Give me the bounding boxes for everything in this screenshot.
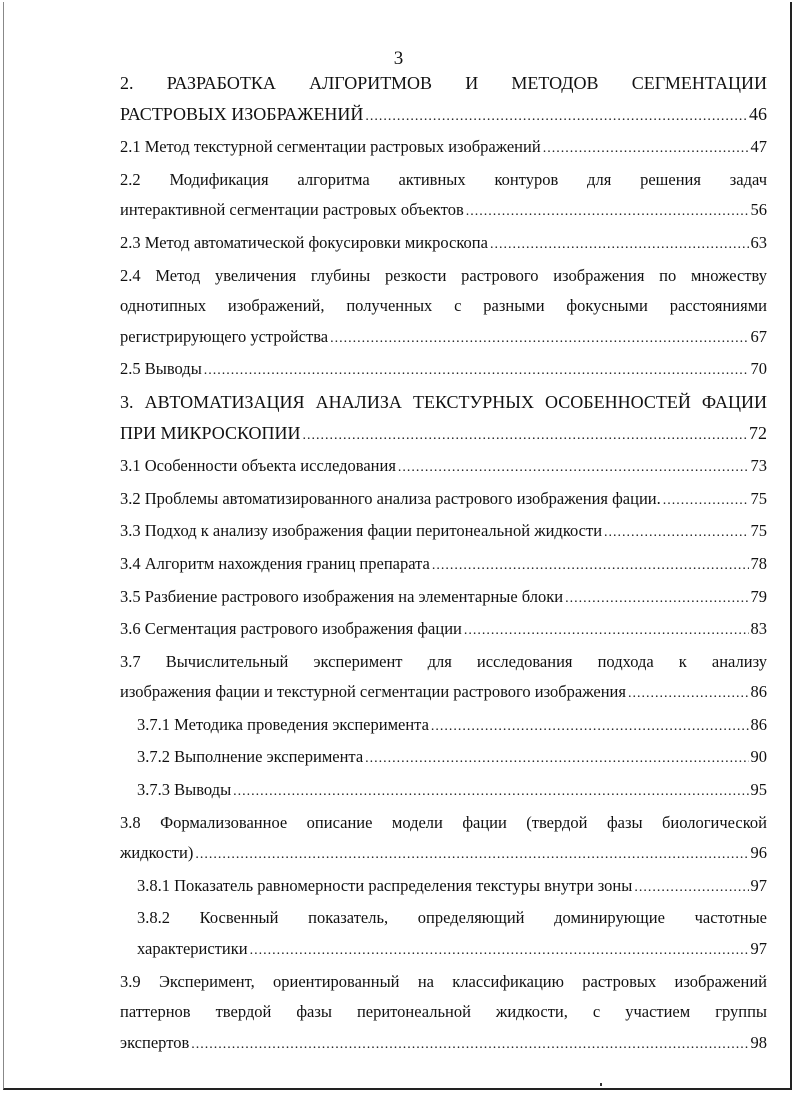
toc-page-ref: 63 <box>750 232 767 252</box>
toc-page-ref: 67 <box>750 326 767 346</box>
toc-page-ref: 56 <box>750 200 767 220</box>
dot-leader <box>233 777 748 808</box>
dot-leader <box>250 936 749 967</box>
toc-page-ref: 78 <box>750 553 767 573</box>
toc-entry-title: 3.5 Разбиение растрового изображения на элементарные блоки <box>120 586 564 606</box>
toc-entry-title: 2.5 Выводы <box>120 359 202 379</box>
toc-entry-title: 3.3 Подход к анализу изображения фации перитонеальной жидкости <box>120 521 603 541</box>
toc-entry-3-7 <box>120 647 767 710</box>
dot-leader <box>464 616 749 647</box>
toc-entry-title: 3.6 Сегментация растрового изображения фации <box>120 619 462 639</box>
toc-entry-line: 2.2 Модификация алгоритма активных контуров для решения задач <box>120 169 767 189</box>
dot-leader <box>604 518 748 549</box>
toc-entry-3-7-1 <box>120 710 767 743</box>
toc-entry-3-7-2 <box>120 742 767 775</box>
toc-page-ref: 97 <box>750 939 767 959</box>
toc-page-ref: 96 <box>750 843 767 863</box>
toc-entry-2-1 <box>120 132 767 165</box>
toc-entry-title: 3.7.3 Выводы <box>137 780 232 800</box>
toc-entry-title: экспертов <box>120 1032 190 1052</box>
dot-leader <box>663 486 749 517</box>
dot-leader <box>543 134 749 165</box>
toc-entry-title: 3.8.1 Показатель равномерности распределения текстуры внутри зоны <box>137 875 633 895</box>
toc-entry-line: 2.4 Метод увеличения глубины резкости растрового изображения по множеству <box>120 265 767 285</box>
toc-entry-title: 3.1 Особенности объекта исследования <box>120 456 396 476</box>
toc-entry-3-5 <box>120 582 767 615</box>
toc-page-ref: 97 <box>750 875 767 895</box>
toc-page-ref: 46 <box>749 103 767 124</box>
toc-page-ref: 75 <box>750 521 767 541</box>
toc-entry-title: 3.2 Проблемы автоматизированного анализа растрового изображения фации. <box>120 488 661 508</box>
toc-entry-3-3 <box>120 516 767 549</box>
toc-entry-title: 3.4 Алгоритм нахождения границ препарата <box>120 553 430 573</box>
toc-entry-line: 3.7 Вычислительный эксперимент для исследования подхода к анализу <box>120 651 767 671</box>
toc-page-ref: 90 <box>750 747 767 767</box>
toc-entry-3-9 <box>120 967 767 1061</box>
dot-leader <box>204 356 749 387</box>
toc-entry-line: 3.9 Эксперимент, ориентированный на классификацию растровых изображений <box>120 971 767 991</box>
toc-page-ref: 75 <box>750 488 767 508</box>
toc-page-ref: 70 <box>750 359 767 379</box>
scan-speck <box>600 1083 602 1086</box>
toc-entry-title: интерактивной сегментации растровых объектов <box>120 200 464 220</box>
toc-entry-line: паттернов твердой фазы перитонеальной жидкости, с участием группы <box>120 1002 767 1022</box>
toc-entry-title: 3.7.2 Выполнение эксперимента <box>137 747 364 767</box>
toc-page-ref: 86 <box>750 682 767 702</box>
dot-leader <box>431 712 749 743</box>
toc-entry-3-7-3 <box>120 775 767 808</box>
dot-leader <box>565 584 748 615</box>
toc-entry-2-3 <box>120 228 767 261</box>
toc-entry-3-6 <box>120 614 767 647</box>
toc-entry-title: 2.1 Метод текстурной сегментации растровых изображений <box>120 137 541 157</box>
dot-leader <box>365 744 748 775</box>
toc-entry-line: 3.8 Формализованное описание модели фации (твердой фазы биологической <box>120 812 767 832</box>
dot-leader <box>634 873 748 904</box>
toc-page-ref: 95 <box>750 780 767 800</box>
toc-page-ref: 72 <box>749 422 767 443</box>
toc-entry-2 <box>120 68 767 132</box>
toc-entry-title: характеристики <box>137 939 248 959</box>
page-number: 3 <box>393 48 404 69</box>
dot-leader <box>330 324 748 355</box>
toc-entry-3-8-2 <box>120 903 767 966</box>
dot-leader <box>398 453 749 484</box>
dot-leader <box>191 1030 748 1061</box>
toc-entry-2-5 <box>120 354 767 387</box>
dot-leader <box>490 230 749 261</box>
toc-entry-title: изображения фации и текстурной сегментации растрового изображения <box>120 682 626 702</box>
dot-leader <box>628 679 749 710</box>
toc-entry-line: однотипных изображений, полученных с разными фокусными расстояниями <box>120 296 767 316</box>
toc-page-ref: 98 <box>750 1032 767 1052</box>
toc-page-ref: 73 <box>750 456 767 476</box>
dot-leader <box>303 421 747 452</box>
toc-entry-3-1 <box>120 451 767 484</box>
toc-entry-2-4 <box>120 261 767 355</box>
dot-leader <box>195 840 748 871</box>
toc-entry-3-8-1 <box>120 871 767 904</box>
dot-leader <box>466 197 749 228</box>
toc-entry-title: 3.7.1 Методика проведения эксперимента <box>137 714 429 734</box>
toc-entry-2-2 <box>120 165 767 228</box>
toc-entry-3 <box>120 387 767 451</box>
toc-entry-title: ПРИ МИКРОСКОПИИ <box>120 422 301 443</box>
toc-page-ref: 86 <box>750 714 767 734</box>
toc-entry-line: 3.8.2 Косвенный показатель, определяющий доминирующие частотные <box>137 908 767 928</box>
toc-entry-line: 3. АВТОМАТИЗАЦИЯ АНАЛИЗА ТЕКСТУРНЫХ ОСОБЕННОСТЕЙ ФАЦИИ <box>120 391 767 412</box>
dot-leader <box>432 551 749 582</box>
toc-page-ref: 83 <box>750 619 767 639</box>
toc-entry-title: РАСТРОВЫХ ИЗОБРАЖЕНИЙ <box>120 103 364 124</box>
dot-leader <box>365 102 747 133</box>
table-of-contents <box>120 68 767 1060</box>
toc-entry-3-8 <box>120 808 767 871</box>
toc-page-ref: 47 <box>750 137 767 157</box>
toc-entry-title: жидкости) <box>120 843 194 863</box>
toc-entry-3-2 <box>120 484 767 517</box>
toc-entry-title: регистрирующего устройства <box>120 326 329 346</box>
toc-entry-3-4 <box>120 549 767 582</box>
toc-page-ref: 79 <box>750 586 767 606</box>
toc-entry-line: 2. РАЗРАБОТКА АЛГОРИТМОВ И МЕТОДОВ СЕГМЕНТАЦИИ <box>120 73 767 93</box>
toc-entry-title: 2.3 Метод автоматической фокусировки микроскопа <box>120 232 488 252</box>
